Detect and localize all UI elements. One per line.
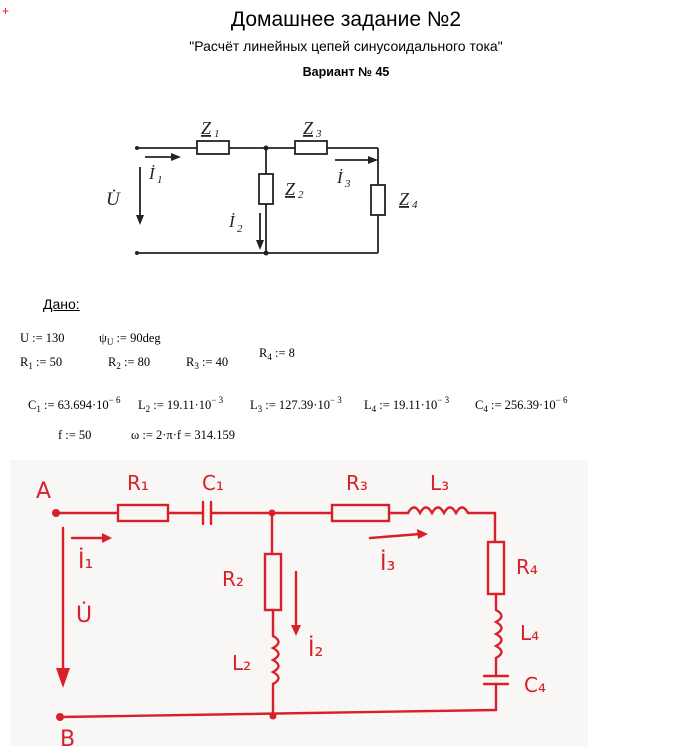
scheme-i2-label: İ (229, 212, 235, 231)
formula-r4: $R_4$ := 8 (259, 346, 295, 362)
photo-label-i2: İ₂ (308, 637, 324, 662)
photo-label-r2: R₂ (222, 567, 244, 591)
photo-label-l3: L₃ (430, 471, 450, 495)
given-heading: Дано: (43, 296, 80, 312)
scheme-z3-sub: 3 (316, 128, 322, 140)
scheme-z4-label: Z (399, 189, 410, 209)
scheme-i1-sub: 1 (157, 174, 163, 186)
formula-l2: $L_2$ := $19.11\cdot 10^{- 3}$ (138, 395, 224, 414)
formula-r3: $R_3$ := 40 (186, 355, 229, 371)
scheme-i2-sub: 2 (237, 223, 243, 235)
scheme-u-label: U̇ (106, 189, 120, 210)
formula-omega: ω := 2·π·f = 314.159 (131, 428, 235, 442)
formula-f: f := 50 (58, 428, 92, 442)
page-title: Домашнее задание №2 (230, 8, 462, 31)
formula-c1: $C_1$ := $63.694\cdot 10^{- 6}$ (28, 395, 121, 414)
circuit-scheme (106, 105, 425, 270)
formula-r1: $R_1$ := 50 (20, 355, 63, 371)
photo-label-c4: C₄ (524, 673, 546, 697)
photo-label-b: B (60, 727, 76, 746)
formula-c4: $C_4$ := $256.39\cdot 10^{- 6}$ (475, 395, 568, 414)
photo-label-r4: R₄ (516, 555, 538, 579)
scheme-z1-sub: 1 (214, 128, 220, 140)
formula-r2: $R_2$ := 80 (108, 355, 151, 371)
corner-mark: + (2, 4, 10, 18)
photo-label-c1: C₁ (202, 471, 224, 495)
formula-l4: $L_4$ := $19.11\cdot 10^{- 3}$ (364, 395, 450, 414)
formula-psi: $\psi_U$ := 90deg (99, 331, 161, 347)
scheme-z4-sub: 4 (412, 199, 418, 211)
scheme-i3-label: İ (337, 168, 343, 187)
formula-l3: $L_3$ := $127.39\cdot 10^{- 3}$ (250, 395, 342, 414)
photo-label-l4: L₄ (520, 621, 540, 645)
formula-u: U := 130 (20, 331, 65, 345)
scheme-z1-label: Z (201, 118, 212, 138)
scheme-i1-label: İ (149, 164, 155, 183)
page-subtitle: "Расчёт линейных цепей синусоидального тока" (189, 38, 503, 54)
photo-label-l2: L₂ (232, 651, 252, 675)
photo-label-i3: İ₃ (380, 551, 396, 576)
scheme-z2-label: Z (285, 179, 296, 199)
circuit-photo (10, 460, 588, 746)
photo-label-i1: İ₁ (78, 549, 94, 574)
variant-label: Вариант № 45 (302, 65, 390, 79)
photo-label-u: U̇ (76, 603, 93, 628)
photo-label-a: A (36, 479, 52, 504)
photo-label-r1: R₁ (127, 471, 149, 495)
scheme-z3-label: Z (303, 118, 314, 138)
scheme-i3-sub: 3 (345, 178, 351, 190)
scheme-z2-sub: 2 (298, 189, 304, 201)
photo-label-r3: R₃ (346, 471, 368, 495)
